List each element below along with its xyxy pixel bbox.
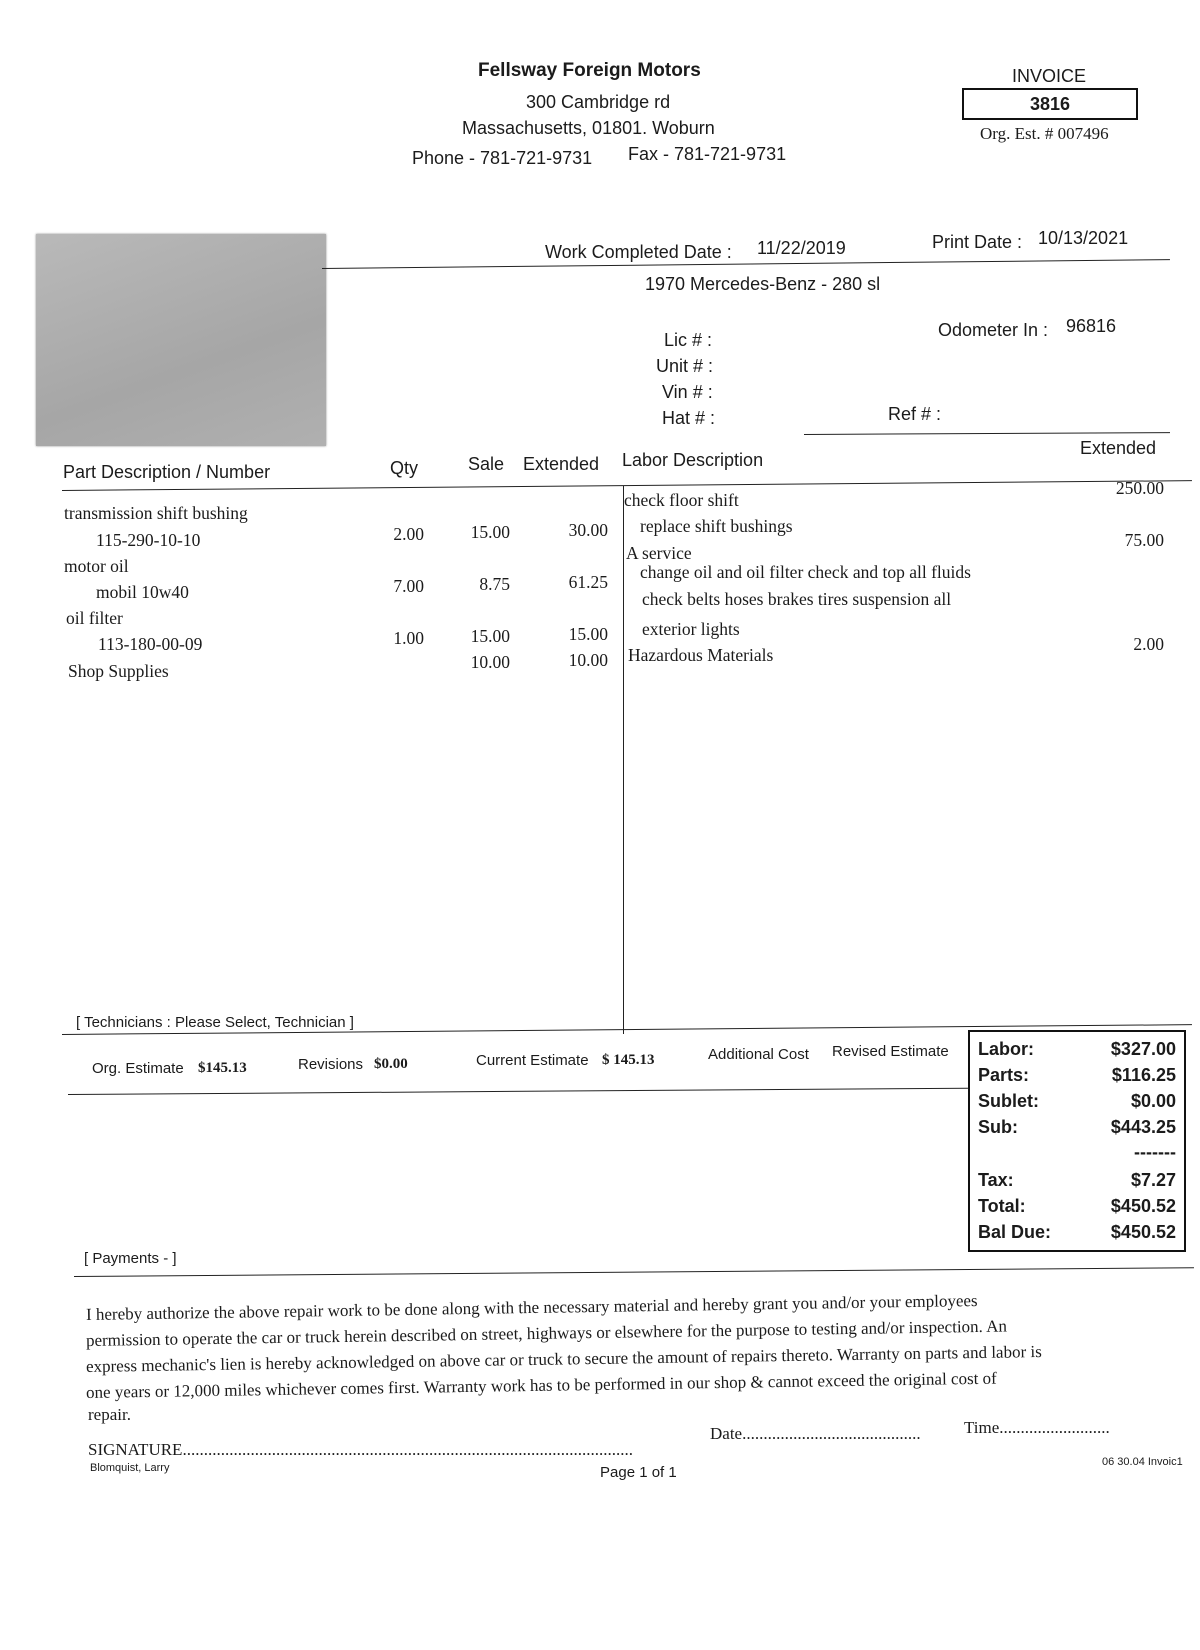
totals-parts-row xyxy=(978,1065,1176,1089)
authorization-line-1: I hereby authorize the above repair work to be done along with the necessary material and hereby grant you and/or your employees xyxy=(85,1290,978,1324)
unit-label: Unit # : xyxy=(656,356,714,376)
invoice-number: 3816 xyxy=(1029,94,1071,114)
hat-label: Hat # : xyxy=(662,408,716,428)
work-completed-label: Work Completed Date : xyxy=(545,242,732,262)
authorization-line-2: permission to operate the car or truck herein described on street, highways or elsewhere for the purpose to testing and/or inspection. An xyxy=(85,1316,1008,1350)
header-rule xyxy=(322,259,1170,269)
signer-name: Blomquist, Larry xyxy=(90,1462,170,1474)
signature-field xyxy=(88,1440,633,1460)
totals-divider: ------- xyxy=(1134,1142,1176,1162)
authorization-line-3: express mechanic's lien is hereby acknowledged on above car or truck to secure the amount of repairs thereto. Warranty on parts and labor is xyxy=(85,1341,1042,1376)
part-number-1: 115-290-10-10 xyxy=(96,530,201,550)
additional-cost-label: Additional Cost xyxy=(708,1046,809,1063)
current-estimate-label: Current Estimate xyxy=(476,1052,589,1069)
technicians-note: [ Technicians : Please Select, Technician ] xyxy=(76,1014,354,1031)
print-date: 10/13/2021 xyxy=(1038,228,1129,248)
date-field xyxy=(710,1424,921,1444)
totals-parts-value: $116.25 xyxy=(1111,1065,1176,1085)
labor-line-2: replace shift bushings xyxy=(640,516,793,536)
revised-estimate-label: Revised Estimate xyxy=(832,1043,949,1060)
totals-total-value: $450.52 xyxy=(1110,1196,1176,1216)
totals-labor-label: Labor: xyxy=(978,1039,1034,1059)
date-label: Date xyxy=(710,1424,743,1443)
part-extended-1: 30.00 xyxy=(568,520,608,540)
invoice-number-box xyxy=(962,88,1138,120)
revisions-value: $0.00 xyxy=(374,1056,408,1072)
authorization-line-4: one years or 12,000 miles whichever comes first. Warranty work has to be performed in our shop & cannot exceed the original cost of xyxy=(85,1368,997,1402)
labor-amount-1: 250.00 xyxy=(1115,478,1164,498)
col-part-description: Part Description / Number xyxy=(63,462,271,482)
col-sale: Sale xyxy=(468,454,505,474)
revisions-label: Revisions xyxy=(298,1056,364,1073)
time-label: Time xyxy=(964,1418,1000,1437)
lic-label: Lic # : xyxy=(664,330,713,350)
totals-divider-row xyxy=(978,1142,1176,1166)
payments-rule xyxy=(74,1267,1194,1277)
labor-line-5: check belts hoses brakes tires suspension all xyxy=(642,589,952,609)
part-qty-3: 1.00 xyxy=(393,628,424,648)
totals-parts-label: Parts: xyxy=(978,1065,1030,1085)
labor-line-3: A service xyxy=(626,543,692,563)
shop-fax: Fax - 781-721-9731 xyxy=(628,144,787,164)
totals-labor-row xyxy=(978,1039,1176,1063)
part-desc-1: transmission shift bushing xyxy=(64,503,248,523)
totals-due-row xyxy=(978,1222,1176,1246)
invoice-label: INVOICE xyxy=(1012,66,1087,86)
totals-total-label: Total: xyxy=(978,1196,1026,1216)
signature-dots: .......................................................................................................... xyxy=(182,1440,633,1459)
authorization-line-5: repair. xyxy=(88,1405,131,1424)
part-number-2: mobil 10w40 xyxy=(96,582,189,602)
org-estimate-value: $145.13 xyxy=(198,1060,247,1076)
estimates-rule xyxy=(68,1088,968,1095)
shop-phone: Phone - 781-721-9731 xyxy=(412,148,593,168)
odometer-value: 96816 xyxy=(1066,316,1117,336)
ref-rule xyxy=(804,432,1170,435)
totals-labor-value: $327.00 xyxy=(1110,1039,1176,1059)
totals-total-row xyxy=(978,1196,1176,1220)
totals-sublet-label: Sublet: xyxy=(978,1091,1039,1111)
print-date-label: Print Date : xyxy=(932,232,1023,252)
totals-sublet-row xyxy=(978,1091,1176,1115)
totals-sublet-value: $0.00 xyxy=(1130,1091,1176,1111)
labor-line-4: change oil and oil filter check and top all fluids xyxy=(640,562,971,582)
ref-label: Ref # : xyxy=(888,404,942,424)
redacted-customer-info xyxy=(36,234,326,446)
part-sale-1: 15.00 xyxy=(470,522,510,542)
part-sale-4: 10.00 xyxy=(470,652,510,672)
part-extended-3: 15.00 xyxy=(568,624,608,644)
shop-address-line2: Massachusetts, 01801. Woburn xyxy=(462,118,715,138)
totals-due-value: $450.52 xyxy=(1110,1222,1176,1242)
labor-amount-3: 75.00 xyxy=(1124,530,1164,550)
part-qty-2: 7.00 xyxy=(393,576,424,596)
col-extended: Extended xyxy=(523,454,600,474)
totals-tax-value: $7.27 xyxy=(1130,1170,1176,1190)
payments-note: [ Payments - ] xyxy=(84,1250,177,1267)
part-extended-4: 10.00 xyxy=(568,650,608,670)
parts-labor-divider xyxy=(623,486,624,1034)
work-completed-date: 11/22/2019 xyxy=(757,238,846,258)
totals-sub-label: Sub: xyxy=(978,1117,1018,1137)
totals-sub-row xyxy=(978,1117,1176,1141)
totals-tax-label: Tax: xyxy=(978,1170,1014,1190)
org-estimate-label: Org. Estimate xyxy=(92,1060,184,1077)
part-desc-2: motor oil xyxy=(64,556,129,576)
totals-due-label: Bal Due: xyxy=(978,1222,1052,1242)
vehicle-description: 1970 Mercedes-Benz - 280 sl xyxy=(645,274,881,294)
signature-label: SIGNATURE xyxy=(88,1440,183,1459)
part-desc-4: Shop Supplies xyxy=(68,661,169,681)
part-sale-3: 15.00 xyxy=(470,626,510,646)
vin-label: Vin # : xyxy=(662,382,713,402)
part-sale-2: 8.75 xyxy=(479,574,510,594)
shop-address-line1: 300 Cambridge rd xyxy=(526,92,671,112)
part-desc-3: oil filter xyxy=(66,608,123,628)
labor-line-1: check floor shift xyxy=(624,490,739,510)
org-est-number: Org. Est. # 007496 xyxy=(980,124,1109,143)
labor-line-6: exterior lights xyxy=(642,619,740,639)
part-extended-2: 61.25 xyxy=(568,572,608,592)
part-number-3: 113-180-00-09 xyxy=(98,634,203,654)
labor-line-7: Hazardous Materials xyxy=(628,645,774,665)
current-estimate-value: $ 145.13 xyxy=(602,1052,655,1068)
part-qty-1: 2.00 xyxy=(393,524,424,544)
page-number: Page 1 of 1 xyxy=(600,1464,677,1481)
totals-box xyxy=(968,1030,1186,1252)
totals-sub-value: $443.25 xyxy=(1110,1117,1176,1137)
odometer-label: Odometer In : xyxy=(938,320,1049,340)
form-code: 06 30.04 Invoic1 xyxy=(1102,1456,1183,1468)
col-labor-description: Labor Description xyxy=(622,450,764,470)
date-dots: .......................................... xyxy=(742,1424,921,1443)
labor-amount-7: 2.00 xyxy=(1133,634,1164,654)
totals-tax-row xyxy=(978,1170,1176,1194)
col-qty: Qty xyxy=(390,458,419,478)
time-dots: .......................... xyxy=(999,1418,1110,1437)
col-labor-extended: Extended xyxy=(1080,438,1157,458)
shop-name: Fellsway Foreign Motors xyxy=(478,60,701,81)
time-field xyxy=(964,1418,1110,1438)
